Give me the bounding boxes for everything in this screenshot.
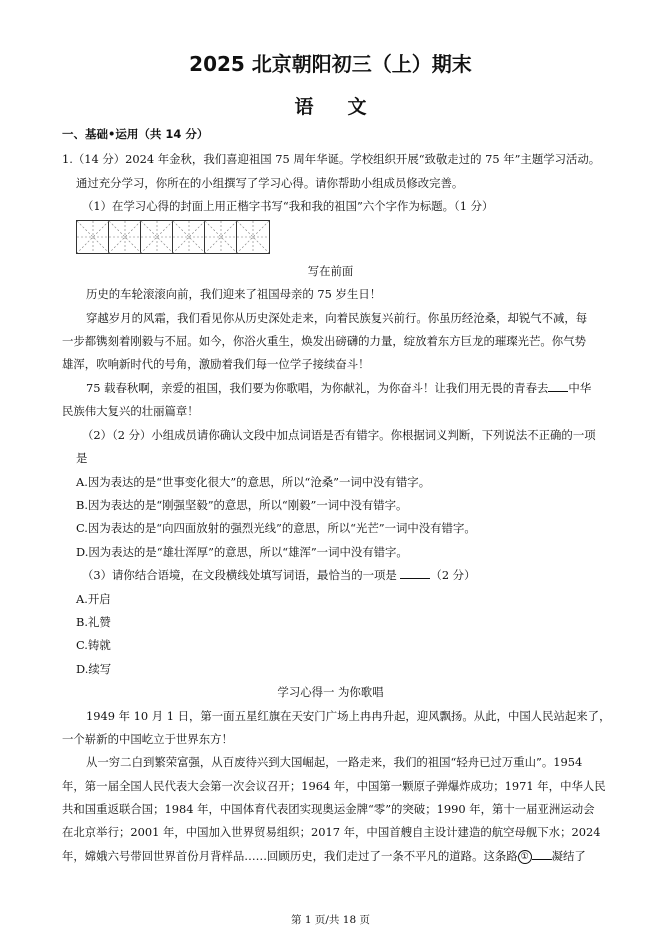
sub-question-2-cont: 是 [76, 451, 88, 465]
option-a[interactable]: A.因为表达的是“世事变化很大”的意思，所以“沧桑”一词中没有错字。 [76, 475, 431, 489]
passage-line [62, 849, 586, 864]
passage-line: 一个崭新的中国屹立于世界东方！ [62, 732, 233, 746]
sub-question-2: （2）（2 分）小组成员请你确认文段中加点词语是否有错字。你根据词义判断，下列说法不正确的一项 [82, 428, 596, 442]
answer-blank[interactable] [400, 568, 430, 579]
question-score: （2 分） [430, 568, 476, 582]
fill-blank[interactable] [532, 849, 552, 860]
passage-line [86, 381, 591, 395]
passage-line: 一步都镌刻着刚毅与不屈。如今，你浴火重生，焕发出磅礴的力量，绽放着东方巨龙的璀璨光芒。你气势 [62, 334, 586, 348]
sub-question-1: （1）在学习心得的封面上用正楷字书写“我和我的祖国”六个字作为标题。（1 分） [82, 199, 494, 213]
option-d[interactable]: D.因为表达的是“雄壮浑厚”的意思，所以“雄浑”一词中没有错字。 [76, 545, 408, 559]
choice-d[interactable]: D.续写 [76, 662, 112, 676]
question-text: （3）请你结合语境，在文段横线处填写词语，最恰当的一项是 [82, 568, 397, 582]
subject-title: 语文 [294, 96, 401, 118]
choice-b[interactable]: B.礼赞 [76, 615, 111, 629]
question-1-intro-cont: 通过充分学习，你所在的小组撰写了学习心得。请你帮助小组成员修改完善。 [76, 176, 464, 190]
question-1-intro: 1.（14 分）2024 年金秋，我们喜迎祖国 75 周年华诞。学校组织开展“致敬走过的 75 年”主题学习活动。 [62, 152, 601, 166]
passage-text: 凝结了 [551, 849, 586, 863]
passage-text: 75 载春秋啊，亲爱的祖国，我们要为你歌唱，为你献礼，为你奋斗！让我们用无畏的青春去 [86, 381, 549, 395]
passage-line: 历史的车轮滚滚向前，我们迎来了祖国母亲的 75 岁生日！ [86, 287, 382, 301]
passage-line: 年，第一届全国人民代表大会第一次会议召开；1964 年，中国第一颗原子弹爆炸成功；1971 年，中华人民 [62, 779, 606, 793]
passage-line: 共和国重返联合国；1984 年，中国体育代表团实现奥运金牌“零”的突破；1990 年，第十一届亚洲运动会 [62, 802, 595, 816]
section-heading: 一、基础•运用（共 14 分） [62, 127, 209, 141]
passage-text: 中华 [568, 381, 592, 395]
passage-line: 雄浑，吹响新时代的号角，激励着我们每一位学子接续奋斗！ [62, 357, 370, 371]
grid-cell[interactable] [205, 221, 237, 253]
page-title: 2025 北京朝阳初三（上）期末 [189, 52, 472, 76]
choice-c[interactable]: C.铸就 [76, 638, 111, 652]
passage-line: 从一穷二白到繁荣富强，从百废待兴到大国崛起，一路走来，我们的祖国“轻舟已过万重山”。1954 [86, 755, 583, 769]
grid-cell[interactable] [173, 221, 205, 253]
passage-heading-2: 学习心得一 为你歌唱 [277, 685, 384, 699]
passage-text: 年，嫦娥六号带回世界首份月背样品……回顾历史，我们走过了一条不平凡的道路。这条路 [62, 849, 518, 863]
fill-blank[interactable] [548, 381, 568, 392]
choice-a[interactable]: A.开启 [76, 592, 111, 606]
grid-cell[interactable] [109, 221, 141, 253]
blank-marker: ① [518, 850, 532, 864]
passage-line: 在北京举行；2001 年，中国加入世界贸易组织；2017 年，中国首艘自主设计建造的航空母舰下水；2024 [62, 825, 601, 839]
passage-heading-1: 写在前面 [307, 264, 354, 278]
sub-question-3 [82, 568, 475, 582]
writing-grid[interactable] [76, 220, 270, 254]
grid-cell[interactable] [141, 221, 173, 253]
passage-line: 穿越岁月的风霜，我们看见你从历史深处走来，向着民族复兴前行。你虽历经沧桑，却锐气不减，每 [86, 311, 588, 325]
passage-line: 1949 年 10 月 1 日，第一面五星红旗在天安门广场上冉冉升起，迎风飘扬。从此，中国人民站起来了， [86, 709, 611, 723]
grid-cell[interactable] [77, 221, 109, 253]
option-c[interactable]: C.因为表达的是“向四面放射的强烈光线”的意思，所以“光芒”一词中没有错字。 [76, 521, 476, 535]
page-footer: 第 1 页/共 18 页 [291, 914, 370, 926]
passage-line: 民族伟大复兴的壮丽篇章！ [62, 404, 199, 418]
option-b[interactable]: B.因为表达的是“刚强坚毅”的意思，所以“刚毅”一词中没有错字。 [76, 498, 408, 512]
grid-cell[interactable] [237, 221, 269, 253]
